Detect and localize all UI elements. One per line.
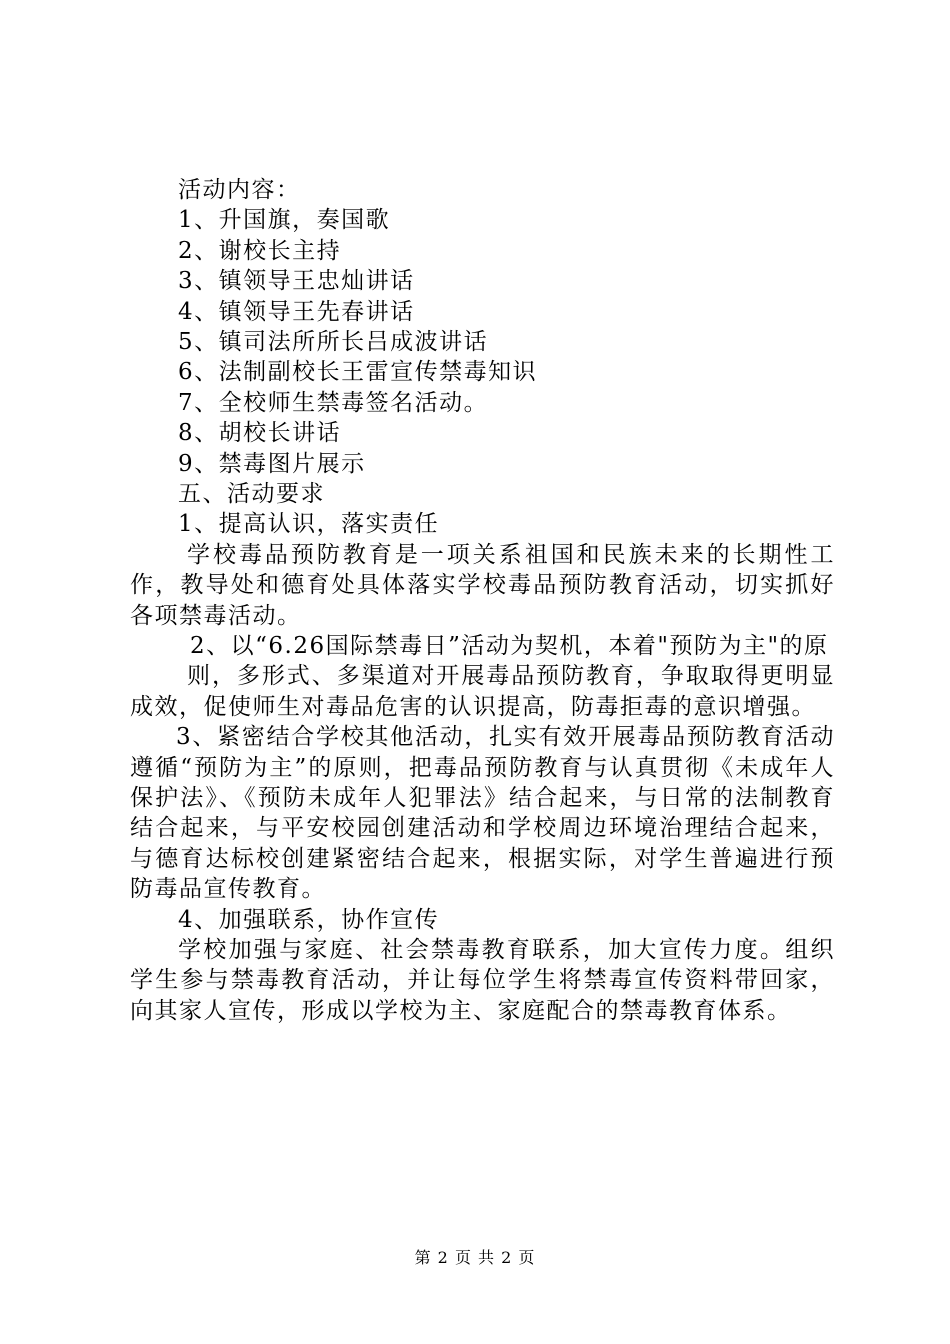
- list-item: 7、全校师生禁毒签名活动。: [178, 389, 489, 416]
- activity-content-heading: 活动内容：: [178, 177, 301, 203]
- paragraph: 3、紧密结合学校其他活动，扎实有效开展毒品预防教育活动遵循“预防为主”的原则，把毒品预防教育与认真贯彻《未成年人保护法》、《预防未成年人犯罪法》结合起来，与日常的法制教育结合起来，与平安校园创建活动和学校周边环境治理结合起来，与德育达标校创建紧密结合起来，根据实际，对学生普遍进行预防毒品宣传教育。: [130, 724, 835, 903]
- document-body: [130, 175, 835, 1026]
- list-item: 8、胡校长讲话: [178, 420, 342, 447]
- list-item: 5、镇司法所所长吕成波讲话: [178, 328, 489, 355]
- paragraph: 2、以“6.26国际禁毒日”活动为契机，本着"预防为主"的原: [190, 632, 829, 659]
- list-item: 9、禁毒图片展示: [178, 450, 366, 477]
- paragraph: 学校加强与家庭、社会禁毒教育联系，加大宣传力度。组织学生参与禁毒教育活动，并让每位学生将禁毒宣传资料带回家，向其家人宣传，形成以学校为主、家庭配合的禁毒教育体系。: [130, 936, 835, 1024]
- list-item: 1、升国旗，奏国歌: [178, 207, 391, 234]
- list-item: 3、镇领导王忠灿讲话: [178, 268, 415, 295]
- list-item: 4、镇领导王先春讲话: [178, 298, 415, 325]
- subsection-heading: 1、提高认识，落实责任: [178, 511, 440, 538]
- list-item: 6、法制副校长王雷宣传禁毒知识: [178, 359, 538, 386]
- section-heading: 五、活动要求: [178, 480, 325, 507]
- page-footer: 第 2 页 共 2 页: [414, 1248, 536, 1267]
- list-item: 2、谢校长主持: [178, 237, 342, 264]
- paragraph: 学校毒品预防教育是一项关系祖国和民族未来的长期性工作，教导处和德育处具体落实学校毒品预防教育活动，切实抓好各项禁毒活动。: [130, 541, 835, 629]
- paragraph: 则，多形式、多渠道对开展毒品预防教育，争取取得更明显成效，促使师生对毒品危害的认识提高，防毒拒毒的意识增强。: [130, 663, 835, 720]
- subsection-heading: 4、加强联系，协作宣传: [178, 906, 440, 933]
